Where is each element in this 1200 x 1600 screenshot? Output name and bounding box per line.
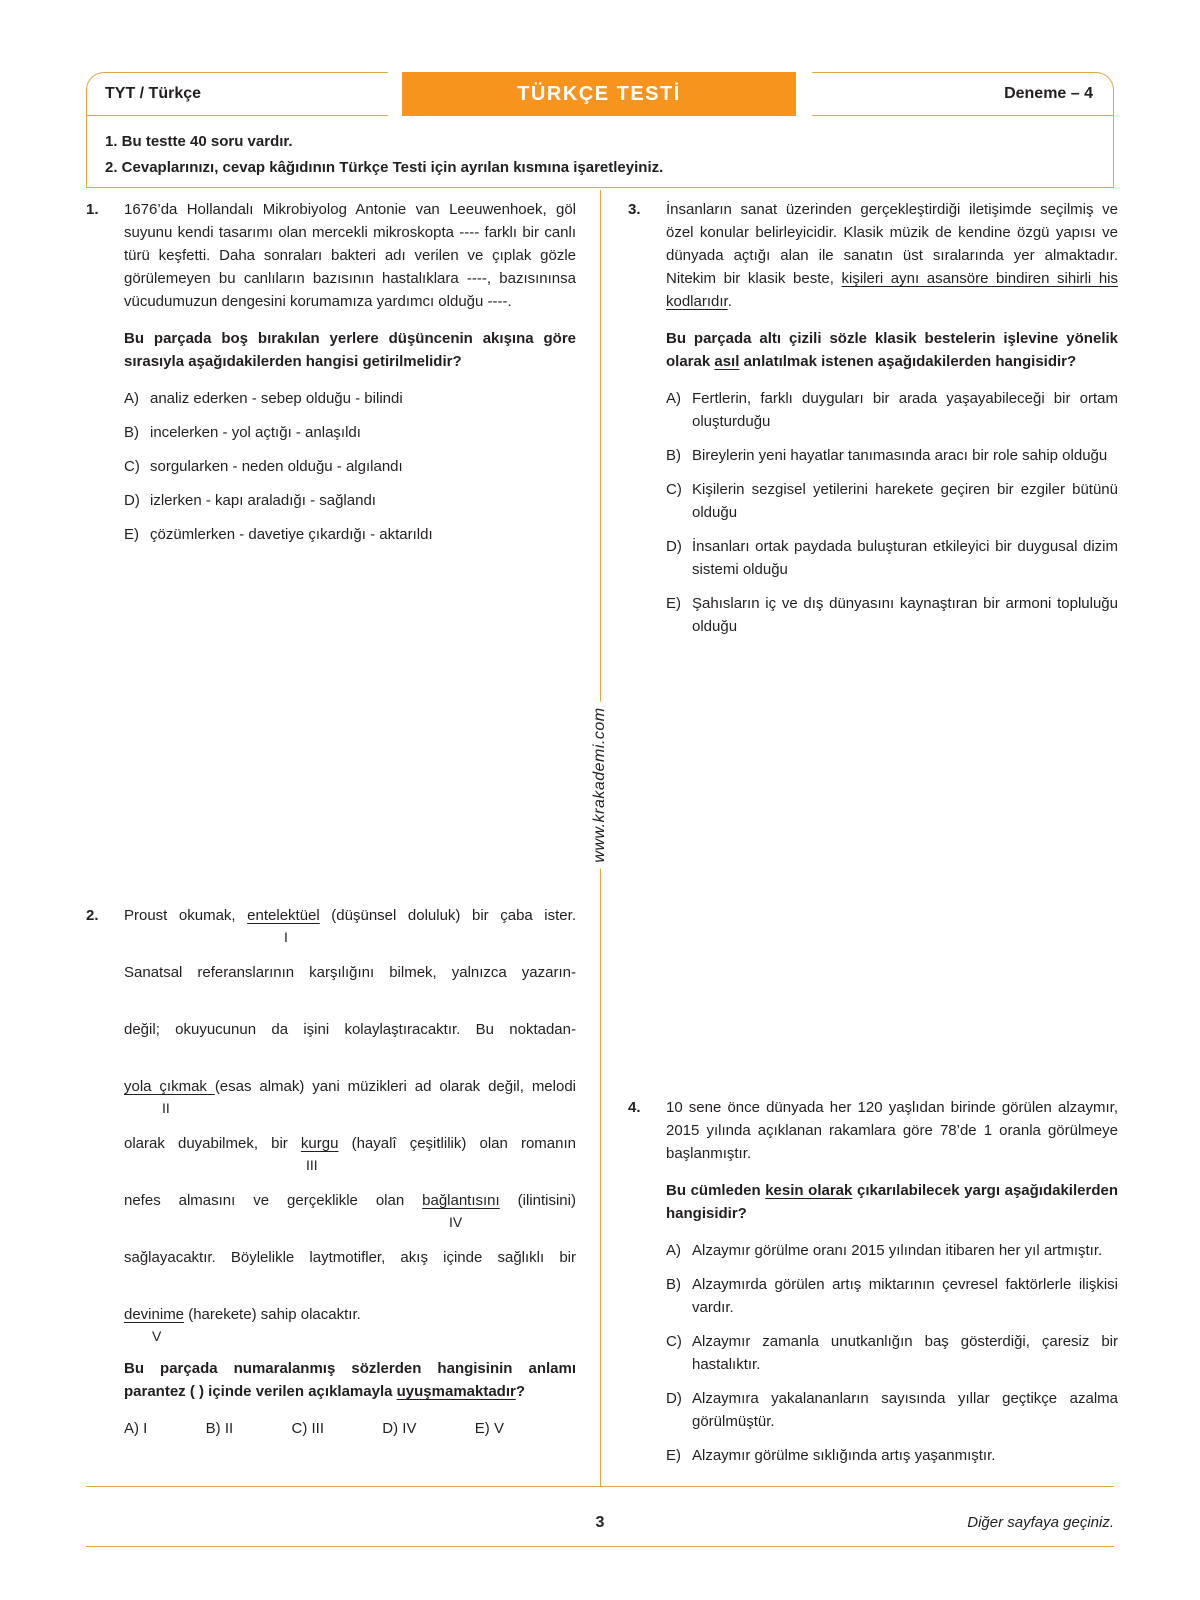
- word-number-label: IV: [449, 1214, 463, 1230]
- header-right-box: [812, 72, 1114, 116]
- passage-line: Proust okumak, entelektüel (düşünsel doluluk) bir çaba ister. I: [124, 904, 576, 961]
- question-3: [628, 198, 1118, 649]
- answer-option-e[interactable]: E) Alzaymır görülme sıklığında artış yaşanmıştır.: [666, 1447, 996, 1464]
- passage-line: değil; okuyucunun da işini kolaylaştıracaktır. Bu noktadan-: [124, 1021, 576, 1038]
- question-stem: Bu cümleden kesin olarak çıkarılabilecek yargı aşağıdakilerden hangisidir?: [666, 1182, 1118, 1222]
- test-title: TÜRKÇE TESTİ: [517, 82, 681, 105]
- question-stem: Bu parçada boş bırakılan yerlere düşüncenin akışına göre sırasıyla aşağıdakilerden hangisi getirilmelidir?: [124, 330, 576, 370]
- next-page-note: Diğer sayfaya geçiniz.: [967, 1514, 1114, 1531]
- passage-line: Sanatsal referanslarının karşılığını bilmek, yalnızca yazarın-: [124, 964, 576, 981]
- footer-rule: [86, 1486, 1114, 1487]
- question-4: [628, 1096, 1118, 1478]
- answer-option-e[interactable]: E) çözümlerken - davetiye çıkardığı - aktarıldı: [124, 526, 433, 543]
- numbered-word-2: yola çıkmak: [124, 1078, 215, 1095]
- answer-option-c[interactable]: C) Alzaymır zamanla unutkanlığın baş gösterdiği, çaresiz bir hastalıktır.: [666, 1333, 1118, 1373]
- answer-option-b[interactable]: B) Bireylerin yeni hayatlar tanımasında aracı bir role sahip olduğu: [666, 447, 1108, 464]
- answer-option-c[interactable]: C) Kişilerin sezgisel yetilerini harekete geçiren bir ezgiler bütünü olduğu: [666, 481, 1118, 521]
- underlined-phrase: kişileri aynı asansöre bindiren sihirli his kodlarıdır: [666, 270, 1118, 310]
- header-title-box: [402, 72, 796, 116]
- question-number: 3.: [628, 201, 641, 218]
- passage-line: olarak duyabilmek, bir kurgu (hayalî çeşitlilik) olan romanın III: [124, 1132, 576, 1189]
- question-2: [86, 904, 576, 1440]
- numbered-word-3: kurgu: [300, 1135, 339, 1152]
- question-number: 4.: [628, 1099, 641, 1116]
- answer-option-d[interactable]: D) Alzaymıra yakalananların sayısında yıllar geçtikçe azalma görülmüştür.: [666, 1390, 1118, 1430]
- passage-line: yola çıkmak (esas almak) yani müzikleri ad olarak değil, melodi II: [124, 1075, 576, 1132]
- numbered-word-4: bağlantısını: [422, 1192, 500, 1209]
- answer-option-a[interactable]: A) I: [124, 1420, 148, 1437]
- instruction-item: 1. Bu testte 40 soru vardır.: [105, 133, 293, 150]
- instructions-box: [86, 116, 1114, 188]
- answer-option-e[interactable]: E) Şahısların iç ve dış dünyasını kaynaştıran bir armoni topluluğu olduğu: [666, 595, 1118, 635]
- passage-line: nefes almasını ve gerçeklikle olan bağlantısını (ilintisini) IV: [124, 1189, 576, 1246]
- footer-bottom-rule: [86, 1546, 1114, 1547]
- word-number-label: III: [306, 1157, 318, 1173]
- answer-option-b[interactable]: B) II: [205, 1420, 234, 1437]
- answer-option-e[interactable]: E) V: [474, 1420, 504, 1437]
- word-number-label: II: [162, 1100, 170, 1116]
- word-number-label: V: [152, 1328, 162, 1344]
- answer-option-d[interactable]: D) İnsanları ortak paydada buluşturan etkileyici bir duygusal dizim sistemi olduğu: [666, 538, 1118, 578]
- answer-option-d[interactable]: D) IV: [382, 1420, 417, 1437]
- question-1: [86, 198, 576, 557]
- question-passage: İnsanların sanat üzerinden gerçekleştirdiği iletişimde seçilmiş ve özel konular belirleyicidir. Klasik müzik de kendine özgü yapısı ve dünyada açtığı alan ile sanatın üst sıralarında yer almaktadır. Nitekim bir klasik beste, kişileri aynı asansöre bindiren sihirli his kodlarıdır.: [666, 201, 1118, 310]
- question-stem: Bu parçada numaralanmış sözlerden hangisinin anlamı parantez ( ) içinde verilen açıklamayla uyuşmamaktadır?: [124, 1360, 576, 1400]
- header-left-box: [86, 72, 388, 116]
- answer-choices: [124, 1417, 504, 1440]
- numbered-word-1: entelektüel: [247, 907, 320, 924]
- passage-line: sağlayacaktır. Böylelikle laytmotifler, akış içinde sağlıklı bir: [124, 1249, 576, 1266]
- exam-number: Deneme – 4: [1004, 85, 1093, 102]
- question-number: 2.: [86, 907, 99, 924]
- answer-option-c[interactable]: C) sorgularken - neden olduğu - algılandı: [124, 458, 403, 475]
- watermark: www.krakademi.com: [591, 701, 609, 868]
- page-number: 3: [595, 1514, 605, 1531]
- answer-option-a[interactable]: A) Alzaymır görülme oranı 2015 yılından itibaren her yıl artmıştır.: [666, 1242, 1103, 1259]
- question-passage: 1676’da Hollandalı Mikrobiyolog Antonie van Leeuwenhoek, göl suyunu kendi tasarımı olan mercekli mikroskopta ---- farklı bir canlı türü keşfetti. Daha sonraları bakteri adı verilen ve çıplak gözle görülemeyen bu canlıların bazısının hastalıklara ----, bazısınınsa vücudumuzun dengesini korumamıza yardımcı olduğu ----.: [124, 201, 576, 310]
- question-number: 1.: [86, 201, 99, 218]
- passage-line: devinime (harekete) sahip olacaktır. V: [124, 1303, 576, 1349]
- answer-option-d[interactable]: D) izlerken - kapı araladığı - sağlandı: [124, 492, 376, 509]
- answer-option-b[interactable]: B) incelerken - yol açtığı - anlaşıldı: [124, 424, 361, 441]
- answer-option-b[interactable]: B) Alzaymırda görülen artış miktarının çevresel faktörlerle ilişkisi vardır.: [666, 1276, 1118, 1316]
- question-stem: Bu parçada altı çizili sözle klasik bestelerin işlevine yönelik olarak asıl anlatılmak istenen aşağıdakilerden hangisidir?: [666, 330, 1118, 370]
- question-passage: 10 sene önce dünyada her 120 yaşlıdan birinde görülen alzaymır, 2015 yılında açıklanan rakamlara göre 78’de 1 oranla görülmeye başlanmıştır.: [666, 1099, 1118, 1162]
- word-number-label: I: [284, 929, 288, 945]
- answer-option-a[interactable]: A) Fertlerin, farklı duyguları bir arada yaşayabileceği bir ortam oluşturduğu: [666, 390, 1118, 430]
- answer-option-c[interactable]: C) III: [291, 1420, 324, 1437]
- numbered-word-5: devinime: [124, 1306, 185, 1323]
- instruction-item: 2. Cevaplarınızı, cevap kâğıdının Türkçe Testi için ayrılan kısmına işaretleyiniz.: [105, 159, 664, 176]
- exam-subject: TYT / Türkçe: [105, 85, 202, 102]
- answer-option-a[interactable]: A) analiz ederken - sebep olduğu - bilindi: [124, 390, 403, 407]
